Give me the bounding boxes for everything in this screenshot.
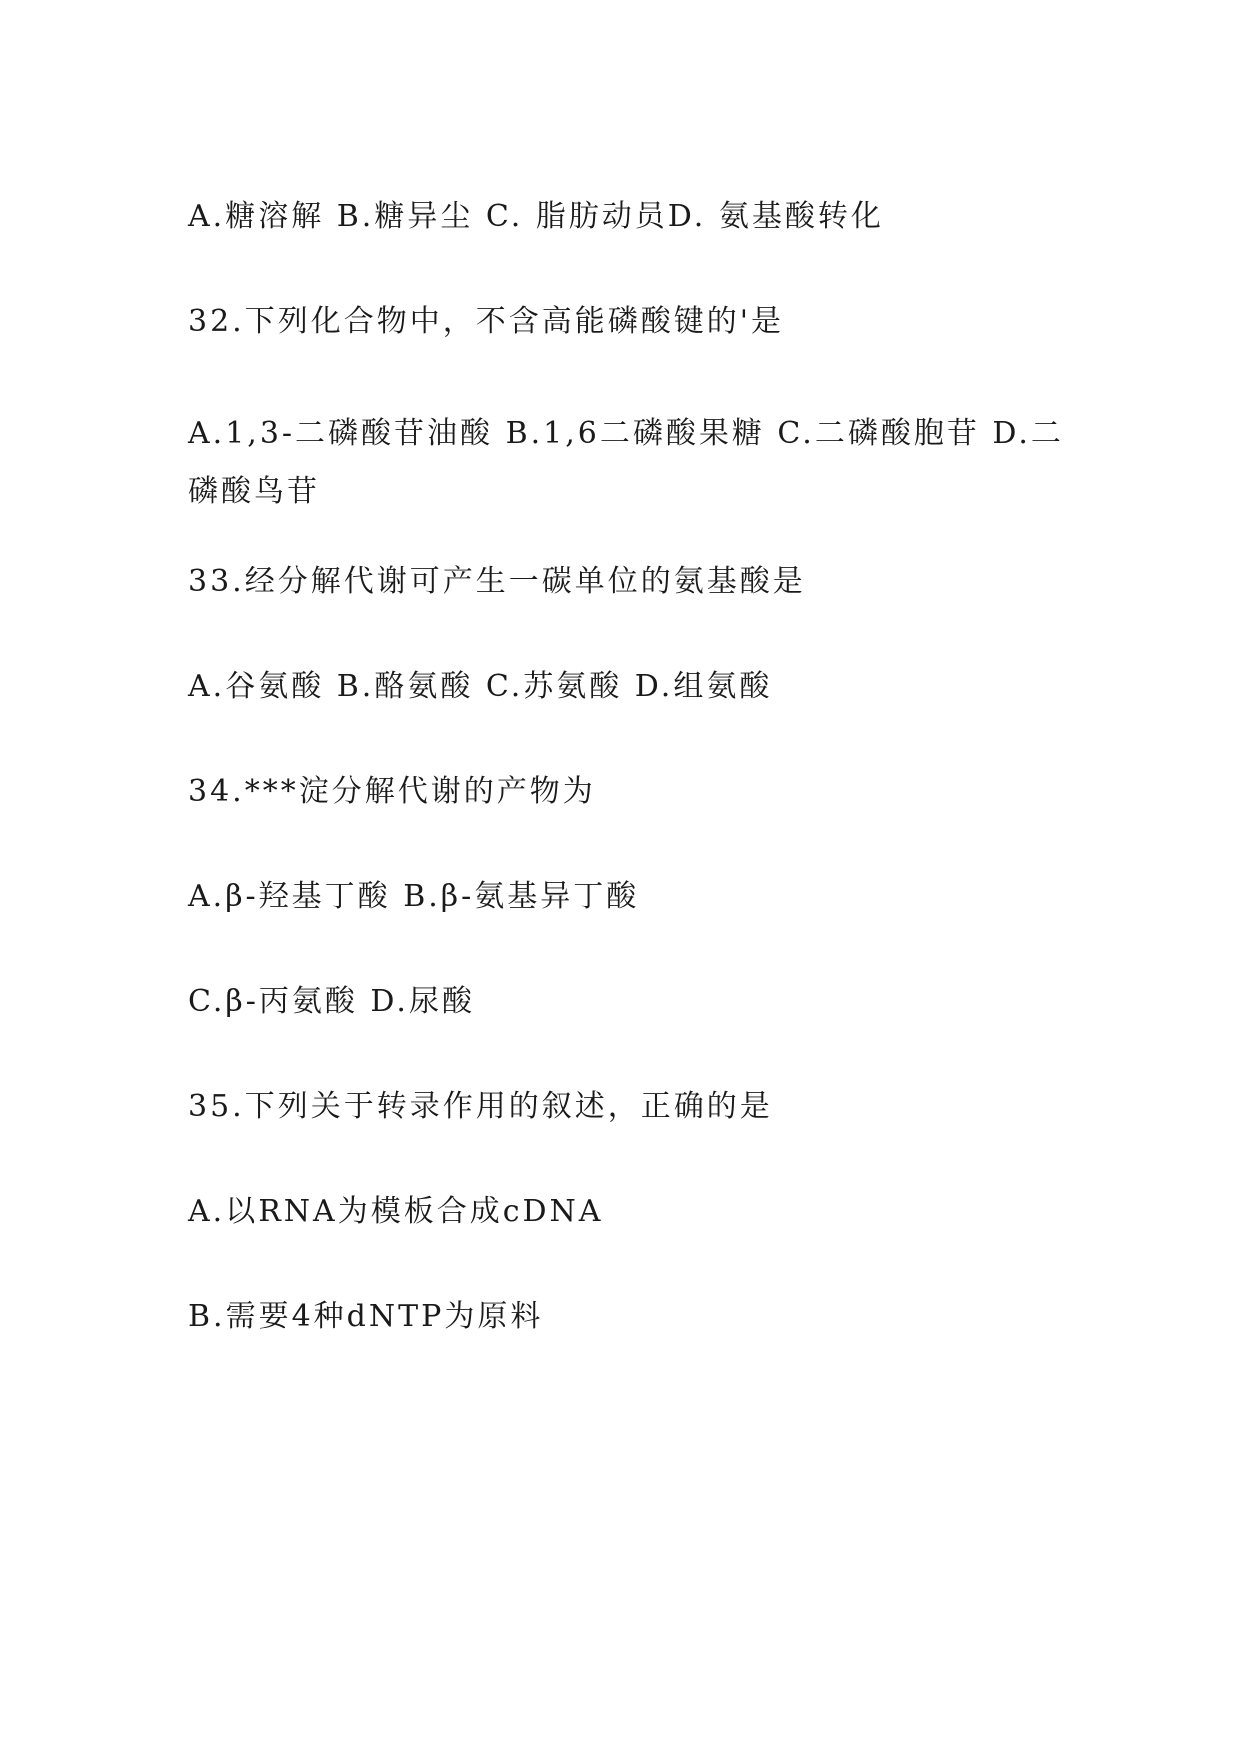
q34-options-ab: A.β-羟基丁酸 B.β-氨基异丁酸 — [188, 879, 640, 914]
q34-options-cd: C.β-丙氨酸 D.尿酸 — [188, 984, 475, 1019]
q33-stem: 33.经分解代谢可产生一碳单位的氨基酸是 — [188, 564, 806, 599]
q35-option-b: B.需要4种dNTP为原料 — [188, 1299, 544, 1334]
q34-stem: 34.***淀分解代谢的产物为 — [188, 774, 596, 809]
q35-stem: 35.下列关于转录作用的叙述，正确的是 — [188, 1089, 773, 1124]
q33-options: A.谷氨酸 B.酪氨酸 C.苏氨酸 D.组氨酸 — [188, 669, 773, 704]
q32-options: A.1,3-二磷酸苷油酸 B.1,6二磷酸果糖 C.二磷酸胞苷 D.二磷酸鸟苷 — [188, 416, 1064, 509]
q35-option-a: A.以RNA为模板合成cDNA — [188, 1194, 604, 1229]
q31-options: A.糖溶解 B.糖异尘 C. 脂肪动员D. 氨基酸转化 — [188, 199, 884, 234]
q32-stem: 32.下列化合物中，不含高能磷酸键的'是 — [188, 304, 784, 339]
